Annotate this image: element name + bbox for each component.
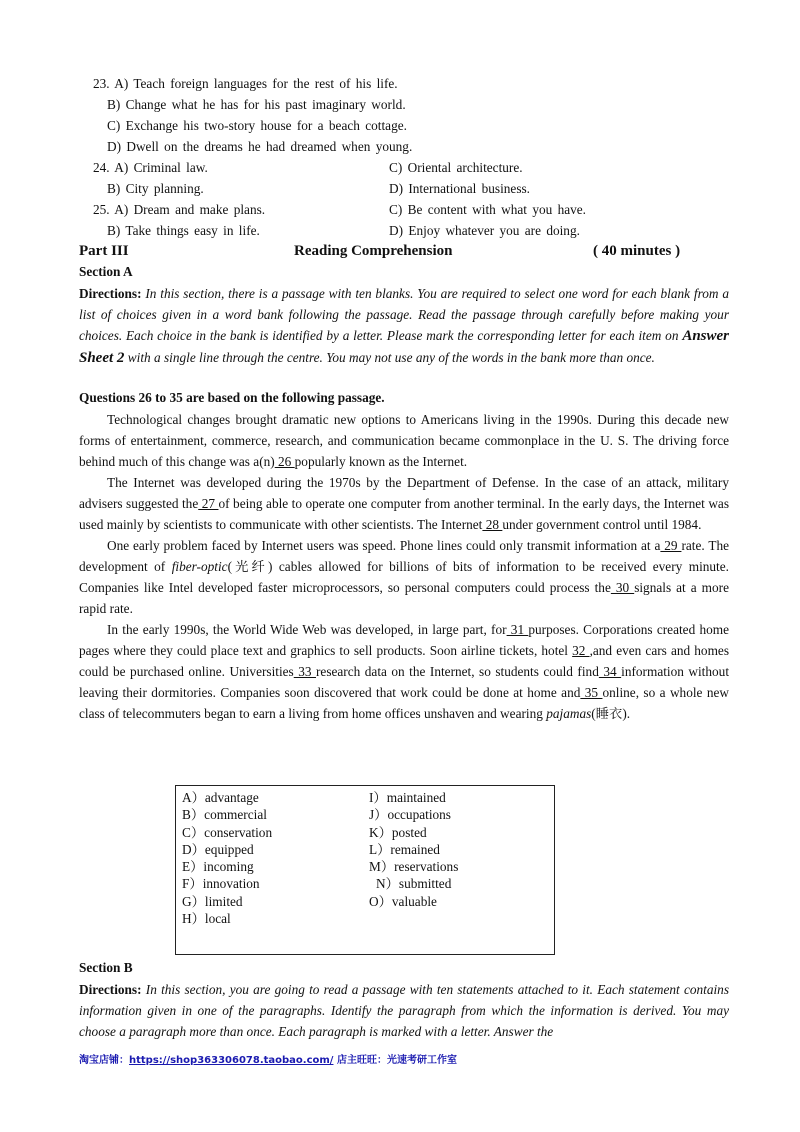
shop-link[interactable]: https://shop363306078.taobao.com/ — [129, 1055, 334, 1066]
section-b-directions — [79, 979, 729, 1042]
blank-30: 30 — [610, 580, 635, 595]
q23-option-c: C) Exchange his two-story house for a beach cottage. — [107, 118, 407, 133]
shop-label: 淘宝店铺： — [79, 1055, 129, 1066]
word-bank-item: O）valuable — [369, 893, 437, 909]
word-bank-item: L）remained — [369, 841, 440, 857]
directions-label: Directions: — [79, 982, 142, 997]
directions-text-2: with a single line through the centre. You may not use any of the words in the bank more than once. — [127, 350, 655, 365]
word-bank-item: F）innovation — [182, 876, 260, 892]
word-bank-item: K）posted — [369, 824, 427, 840]
blank-26: 26 — [274, 454, 295, 469]
word-bank-left-column — [182, 789, 272, 927]
q25-option-a: 25. A) Dream and make plans. — [93, 202, 266, 217]
passage-paragraph-2: The Internet was developed during the 1970s by the Department of Defense. In the case of an attack, military advisers suggested the 27 of being able to operate one computer from another terminal. In the early days, the Internet was used mainly by scientists to communicate with other scientists. The Internet 28 under government control until 1984. — [79, 475, 730, 532]
q24-option-c: C) Oriental architecture. — [389, 160, 523, 175]
blank-33: 33 — [293, 664, 316, 679]
word-bank-item: I）maintained — [369, 790, 446, 805]
word-bank — [175, 785, 555, 955]
q25-option-c: C) Be content with what you have. — [389, 202, 587, 217]
q24-option-a: 24. A) Criminal law. — [93, 160, 208, 175]
part-label: Part III — [79, 243, 129, 259]
q23-option-d: D) Dwell on the dreams he had dreamed when young. — [107, 139, 413, 154]
word-bank-item: E）incoming — [182, 859, 254, 875]
blank-34: 34 — [598, 664, 622, 679]
blank-31: 31 — [506, 622, 529, 637]
part-time: ( 40 minutes ) — [593, 243, 681, 259]
word-bank-item: N）submitted — [376, 876, 452, 892]
word-bank-right-column — [369, 789, 458, 910]
q24-option-d: D) International business. — [389, 181, 531, 196]
passage-paragraph-1: Technological changes brought dramatic new options to Americans living in the 1990s. During this decade new forms of entertainment, commerce, research, and communication became commonplace in the U. S. The driving force behind much of this change was a(n) 26 popularly known as the Internet. — [79, 412, 729, 469]
q25-option-d: D) Enjoy whatever you are doing. — [389, 223, 580, 238]
word-bank-item: A）advantage — [182, 790, 259, 805]
section-a-directions — [79, 283, 729, 369]
q25-option-b: B) Take things easy in life. — [107, 223, 260, 238]
section-b-title: Section B — [79, 960, 133, 975]
part-title: Reading Comprehension — [294, 243, 453, 259]
directions-text-1: In this section, there is a passage with ten blanks. You are required to select one word for each blank from a list of choices given in a word bank following the passage. Read the passage through carefully before making your choices. Each choice in the bank is identified by a letter. Please mark the corresponding letter for each item on — [79, 286, 729, 343]
blank-35: 35 — [580, 685, 603, 700]
word-bank-item: J）occupations — [369, 807, 451, 823]
directions-text: In this section, you are going to read a passage with ten statements attached to it. Each statement contains information given in one of the paragraphs. Identify the paragraph from which the information is derived. You may choose a paragraph more than once. Each paragraph is marked with a letter. Answer the — [79, 982, 730, 1039]
q23-option-b: B) Change what he has for his past imaginary world. — [107, 97, 406, 112]
passage-paragraph-3: One early problem faced by Internet users was speed. Phone lines could only transmit information at a 29 rate. The development of fiber-optic(光纤) cables allowed for billions of bits of information to be received every minute. Companies like Intel developed faster microprocessors, so personal computers could process the 30 signals at a more rapid rate. — [79, 538, 729, 616]
q23-option-a: 23. A) Teach foreign languages for the rest of his life. — [93, 76, 398, 91]
section-a-title: Section A — [79, 264, 133, 279]
word-bank-item: C）conservation — [182, 824, 273, 840]
blank-28: 28 — [482, 517, 503, 532]
directions-label: Directions: — [79, 286, 142, 301]
word-bank-item: G）limited — [182, 893, 243, 909]
footer — [79, 1051, 457, 1066]
answer-sheet-label: Answer Sheet 2 — [79, 328, 729, 366]
word-bank-item: H）local — [182, 911, 231, 927]
blank-29: 29 — [660, 538, 682, 553]
blank-27: 27 — [198, 496, 219, 511]
questions-heading: Questions 26 to 35 are based on the following passage. — [79, 390, 385, 405]
word-bank-item: B）commercial — [182, 807, 267, 823]
blank-32: 32 — [572, 643, 590, 658]
passage-paragraph-4: In the early 1990s, the World Wide Web was developed, in large part, for 31 purposes. Corporations created home pages where they could place text and graphics to sell products. Soon airline tickets, hotel 32 ,and even cars and homes could be purchased online. Universities 33 research data on the Internet, so students could find 34 information without leaving their dormitories. Companies soon discovered that work could be done at home and 35 online, so a whole new class of telecommuters began to earn a living from home offices unshaven and wearing pajamas(睡衣). — [79, 622, 730, 721]
owner-label: 店主旺旺：光速考研工作室 — [336, 1055, 457, 1066]
passage — [79, 409, 729, 724]
q24-option-b: B) City planning. — [107, 181, 204, 196]
word-bank-item: D）equipped — [182, 841, 254, 857]
word-bank-item: M）reservations — [369, 859, 459, 875]
